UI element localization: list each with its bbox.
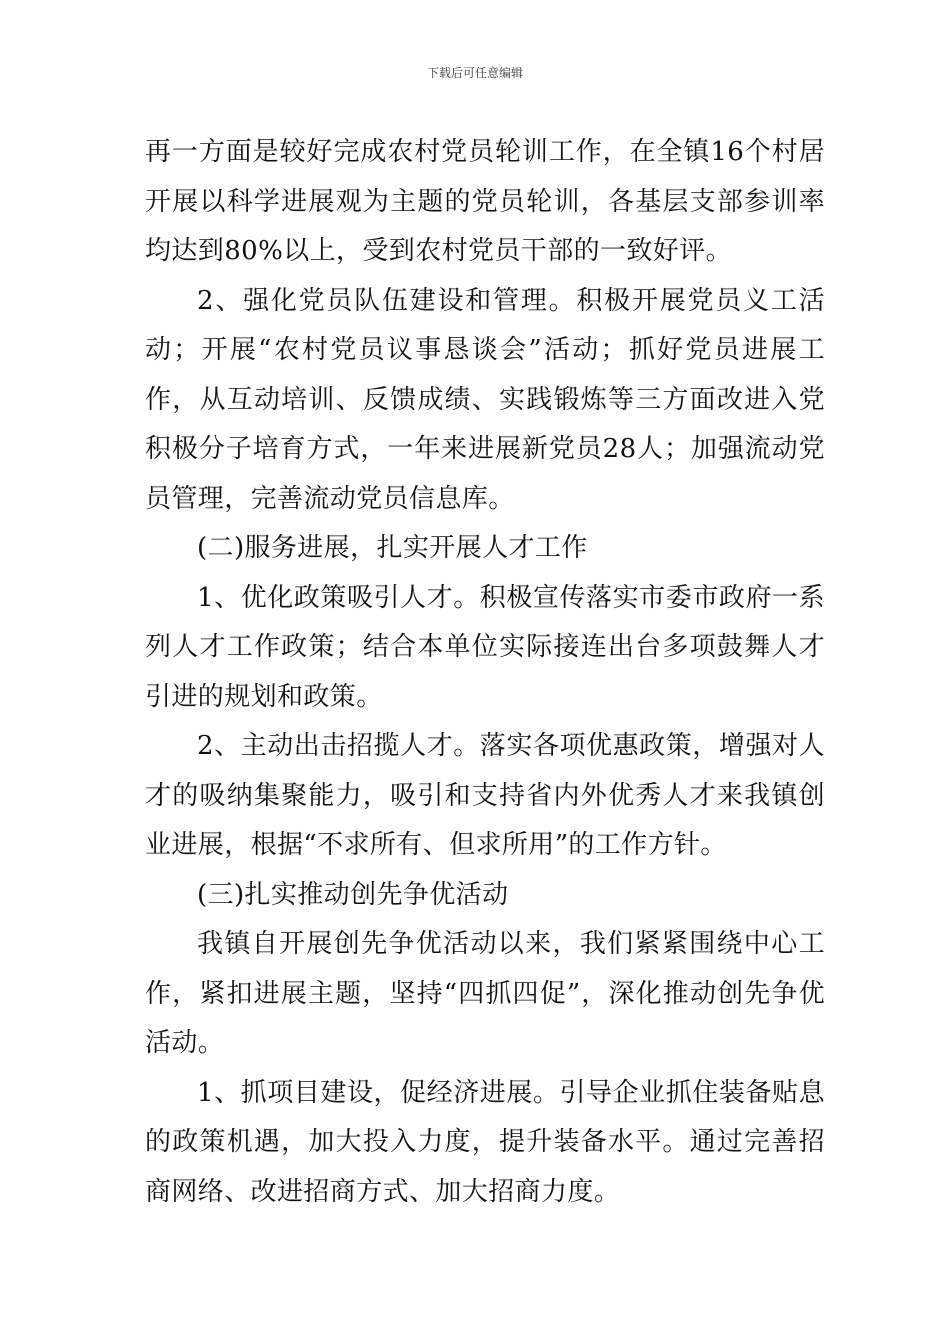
page-header — [0, 64, 950, 81]
header-note: 下载后可任意编辑 — [426, 66, 523, 80]
paragraph-6: 1、抓项目建设，促经济进展。引导企业抓住装备贴息的政策机遇，加大投入力度，提升装备水平。通过完善招商网络、改进招商方式、加大招商力度。 — [145, 1077, 825, 1207]
paragraph-1: 再一方面是较好完成农村党员轮训工作，在全镇16个村居开展以科学进展观为主题的党员轮训，各基层支部参训率均达到80%以上，受到农村党员干部的一致好评。 — [145, 137, 825, 266]
paragraph-5: 我镇自开展创先争优活动以来，我们紧紧围绕中心工作，紧扣进展主题，坚持“四抓四促”，深化推动创先争优活动。 — [145, 929, 825, 1058]
section-heading-3: (三)扎实推动创先争优活动 — [197, 879, 509, 910]
paragraph-4: 2、主动出击招揽人才。落实各项优惠政策，增强对人才的吸纳集聚能力，吸引和支持省内外优秀人才来我镇创业进展，根据“不求所有、但求所用”的工作方针。 — [145, 731, 825, 860]
document-body — [145, 128, 825, 1217]
section-heading-2: (二)服务进展，扎实开展人才工作 — [197, 533, 588, 563]
paragraph-2: 2、强化党员队伍建设和管理。积极开展党员义工活动；开展“农村党员议事恳谈会”活动；抓好党员进展工作，从互动培训、反馈成绩、实践锻炼等三方面改进入党积极分子培育方式，一年来进展新党员28人；加强流动党员管理，完善流动党员信息库。 — [145, 285, 825, 514]
paragraph-3: 1、优化政策吸引人才。积极宣传落实市委市政府一系列人才工作政策；结合本单位实际接连出台多项鼓舞人才引进的规划和政策。 — [145, 582, 825, 712]
